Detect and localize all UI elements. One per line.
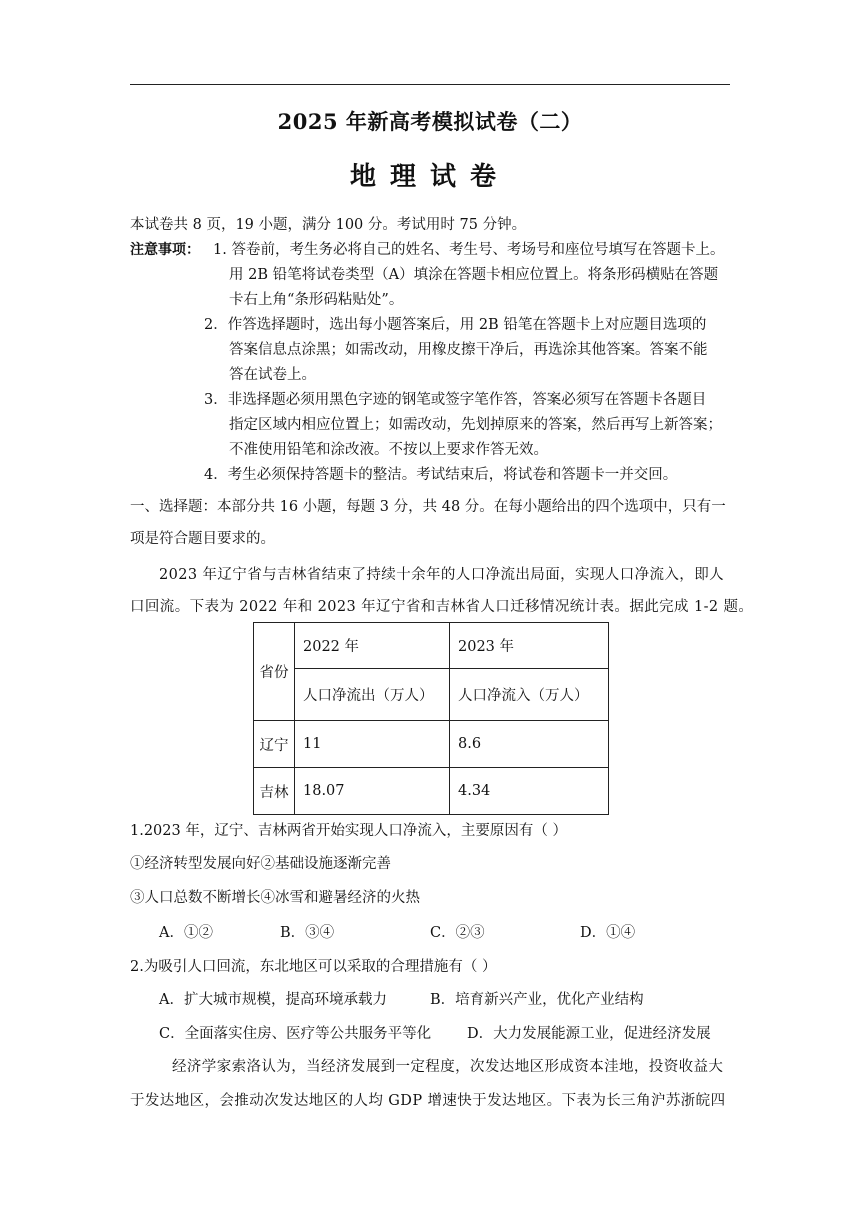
passage2-line-1: 经济学家索洛认为，当经济发展到一定程度，次发达地区形成资本洼地，投资收益大 [172,1059,724,1075]
notice-line-8: 指定区域内相应位置上；如需改动，先划掉原来的答案，然后再写上新答案； [229,417,722,433]
table-row [254,721,609,768]
notice-line-7: 3．非选择题必须用黑色字迹的钢笔或签字笔作答，答案必须写在答题卡各题目 [204,392,707,408]
q2-option-d: D．大力发展能源工业，促进经济发展 [467,1026,711,1042]
section-heading-line-2: 项是符合题目要求的。 [130,531,275,547]
notice-line-5: 答案信息点涂黑；如需改动，用橡皮擦干净后，再选涂其他答案。答案不能 [229,342,708,358]
table-header-2023: 2023 年 [450,623,609,669]
q1-option-b: B．③④ [280,925,335,941]
exam-subject-title: 地理试卷 [349,162,510,192]
notice-line-3: 卡右上角“条形码粘贴处”。 [229,292,404,308]
notice-line-10: 4．考生必须保持答题卡的整洁。考试结束后，将试卷和答题卡一并交回。 [204,467,678,483]
notice-label: 注意事项： [130,242,200,258]
table-header-2022: 2022 年 [295,623,450,669]
section-heading-line-1: 一、选择题：本部分共 16 小题，每题 3 分，共 48 分。在每小题给出的四个选项中，只有一 [130,499,726,515]
table-cell-2022: 18.07 [295,768,450,815]
notice-line-6: 答在试卷上。 [229,367,316,383]
table-row [254,768,609,815]
table-cell-province: 辽宁 [254,721,295,768]
notice-line-9: 不准使用铅笔和涂改液。不按以上要求作答无效。 [229,442,548,458]
table-subheader-2023: 人口净流入（万人） [450,669,609,721]
q1-statements-2: ③人口总数不断增长④冰雪和避暑经济的火热 [130,890,420,906]
q1-statements-1: ①经济转型发展向好②基础设施逐渐完善 [130,856,391,872]
q1-option-a: A．①② [159,925,213,941]
table-cell-2023: 4.34 [450,768,609,815]
table-cell-province: 吉林 [254,768,295,815]
q1-stem: 1.2023 年，辽宁、吉林两省开始实现人口净流入，主要原因有（ ） [130,823,567,839]
table-cell-2022: 11 [295,721,450,768]
q2-option-b: B．培育新兴产业，优化产业结构 [430,992,644,1008]
exam-title: 2025 年新高考模拟试卷（二） [277,109,583,134]
passage1-line-2: 口回流。下表为 2022 年和 2023 年辽宁省和吉林省人口迁移情况统计表。据此完成 1-2 题。 [130,599,754,615]
header-rule [130,84,730,85]
table-header-province: 省份 [254,623,295,721]
q2-stem: 2.为吸引人口回流，东北地区可以采取的合理措施有（ ） [130,959,497,975]
notice-line-1: 1. 答卷前，考生务必将自己的姓名、考生号、考场号和座位号填写在答题卡上。 [213,242,725,258]
passage2-line-2: 于发达地区，会推动次发达地区的人均 GDP 增速快于发达地区。下表为长三角沪苏浙皖四 [130,1093,726,1109]
q2-option-a: A．扩大城市规模，提高环境承载力 [159,992,387,1008]
migration-table [253,622,609,815]
q2-option-c: C．全面落实住房、医疗等公共服务平等化 [159,1026,432,1042]
intro-text: 本试卷共 8 页，19 小题，满分 100 分。考试用时 75 分钟。 [130,217,527,233]
notice-line-2: 用 2B 铅笔将试卷类型（A）填涂在答题卡相应位置上。将条形码横贴在答题 [229,267,719,283]
q1-option-d: D．①④ [580,925,636,941]
table-subheader-2022: 人口净流出（万人） [295,669,450,721]
q1-option-c: C．②③ [430,925,485,941]
notice-line-4: 2．作答选择题时，选出每小题答案后，用 2B 铅笔在答题卡上对应题目选项的 [204,317,707,333]
table-cell-2023: 8.6 [450,721,609,768]
passage1-line-1: 2023 年辽宁省与吉林省结束了持续十余年的人口净流出局面，实现人口净流入，即人 [159,567,725,583]
